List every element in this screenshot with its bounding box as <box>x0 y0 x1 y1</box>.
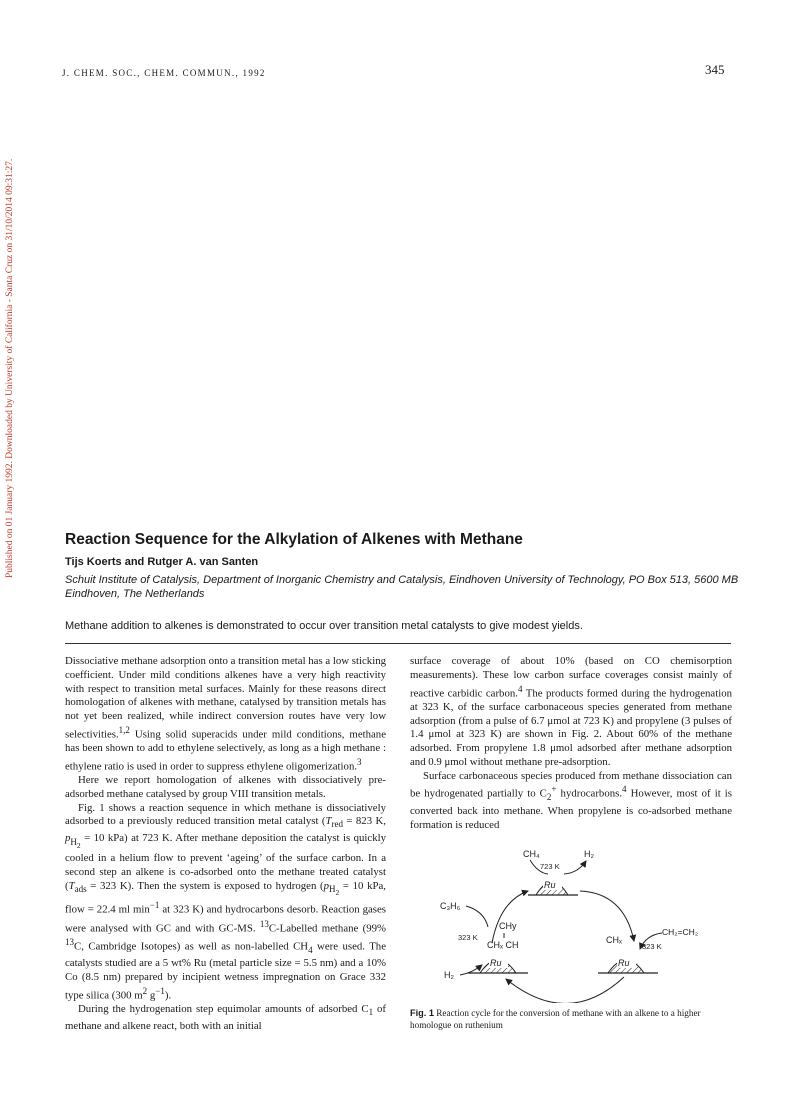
abstract-divider <box>65 643 731 644</box>
article-title: Reaction Sequence for the Alkylation of Alkenes with Methane <box>65 531 523 548</box>
arrow-c3h6-out <box>466 906 488 927</box>
reaction-cycle-figure <box>428 843 728 1003</box>
label-h2-left: H₂ <box>444 970 454 980</box>
label-h2-top: H₂ <box>584 849 594 859</box>
reaction-cycle-diagram <box>428 843 728 1003</box>
article-abstract: Methane addition to alkenes is demonstrated to occur over transition metal catalysts to give modest yields. <box>65 620 583 632</box>
label-chy: CHy <box>499 921 517 931</box>
body-column-right: surface coverage of about 10% (based on CO chemisorption measurements). These low carbon surface coverages consist mainly of reactive carbidic carbon.$^4$ The products formed during the hydrogenation at 323 K, of the surface carbonaceous species generated from methane adsorption (from a pulse of 6.7 μmol at 723 K) and propylene (3 pulses of 1.4 μmol at 323 K) are shown in Fig. 2. About 60% of the methane adsorbed. From propylene 1.8 μmol adsorbed after methane adsorption and 0.9 μmol without methane pre-adsorption. Surface carbonaceous species produced from methane dissociation can be hydrogenated partially to $C_2^+$ hydrocarbons.$^4$ However, most of it is converted back into methane. When propylene is co-adsorbed methane formation is reduced <box>410 655 733 831</box>
arrow-top-to-right <box>580 891 634 941</box>
arrow-h2-out <box>564 861 586 874</box>
label-temp-left: 323 K <box>458 933 478 942</box>
figure-caption-label: Fig. 1 <box>410 1008 434 1018</box>
label-chx-ch: CHₓ CH <box>487 940 519 950</box>
label-ch4: CH₄ <box>523 849 540 859</box>
body-column-left: Dissociative methane adsorption onto a transition metal has a low sticking coefficient. Under mild conditions alkenes have a very high reactivity with respect to transition metal surfaces. Mainly for these reasons direct homologation of alkenes with methane, catalysed by transition metals has not yet been realized, while indirect conversion routes have very low selectivities.$^{1,2}$ Using solid superacids under mild conditions, methane has been shown to add to ethylene selectively, as long as a high methane : ethylene ratio is used in order to suppress ethylene oligomerization.$^3$ Here we report homologation of alkenes with dissociatively pre-adsorbed methane catalysed by group VIII transition metals. Fig. 1 shows a reaction sequence in which methane is dissociatively adsorbed to a previously reduced transition metal catalyst ($T_{red} = 823$ K, $p_{H_2} = 10$ kPa) at 723 K. After methane deposition the catalyst is quickly cooled in a helium flow to prevent ‘ageing’ of the surface carbon. In a second step an alkene is co-adsorbed onto the methane treated catalyst ($T_{ads} = 323$ K). Then the system is exposed to hydrogen ($p_{H_2} = 10$ kPa, flow = 22.4 ml $\min^{-1}$ at 323 K) and hydrocarbons desorb. Reaction gases were analysed with GC and with GC-MS. $^{13}$C-Labelled methane (99% $^{13}$C, Cambridge Isotopes) as well as non-labelled $CH_4$ were used. The catalysts studied are a 5 wt% Ru (metal particle size = 5.5 nm) and a 10% Co (8.5 nm) prepared by incipient wetness impregnation on Grace 332 type silica (300 $m^2$ $g^{-1}$). During the hydrogenation step equimolar amounts of adsorbed $C_1$ of methane and alkene react, both with an initial <box>65 655 387 1033</box>
ru-label-top: Ru <box>544 880 556 890</box>
article-affiliation: Schuit Institute of Catalysis, Department of Inorganic Chemistry and Catalysis, Eindhoven University of Technology, PO Box 513, 5600 MB Eindhoven, The Netherlands <box>65 574 739 600</box>
ru-label-left: Ru <box>490 958 502 968</box>
label-temp-top: 723 K <box>540 862 560 871</box>
ru-label-right: Ru <box>618 958 630 968</box>
arrow-right-to-left <box>506 977 624 1003</box>
download-notice[interactable]: Published on 01 January 1992. Downloaded by University of California - Santa Cruz on 31/10/2014 09:31:27. <box>5 158 15 578</box>
label-c3h6: C₃H₆ <box>440 901 461 911</box>
running-head: J. CHEM. SOC., CHEM. COMMUN., 1992 <box>62 68 266 78</box>
arrow-left-to-top <box>492 891 528 943</box>
label-ethylene: CH₂=CH₂ <box>662 927 699 937</box>
figure-caption <box>410 1007 732 1031</box>
label-chx-right: CHₓ <box>606 935 622 945</box>
article-authors: Tijs Koerts and Rutger A. van Santen <box>65 556 259 568</box>
label-temp-right: 323 K <box>642 942 662 951</box>
figure-caption-text: Reaction cycle for the conversion of methane with an alkene to a higher homologue on ruthenium <box>410 1008 701 1030</box>
page-number: 345 <box>705 62 725 77</box>
